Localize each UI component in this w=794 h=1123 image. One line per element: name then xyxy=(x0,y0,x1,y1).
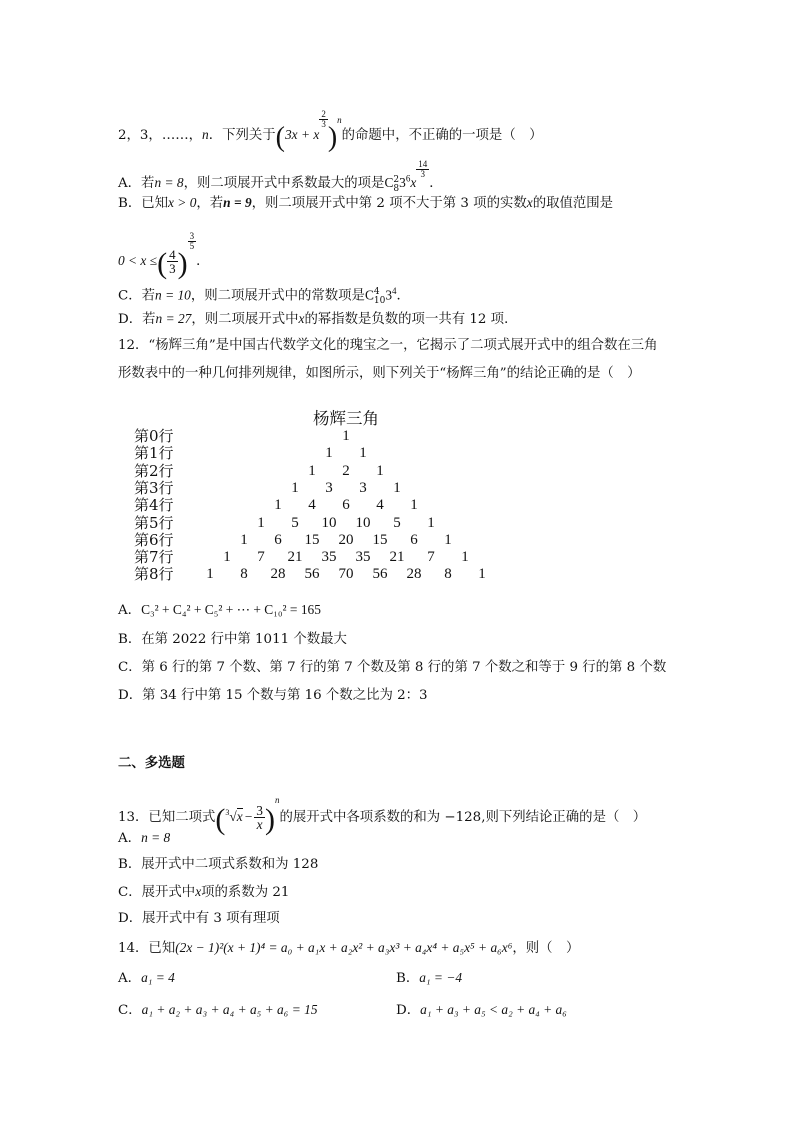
q13-root-index: 3 xyxy=(225,808,230,817)
triangle-number: 7 xyxy=(257,549,265,566)
q11-optC-end: ． xyxy=(396,288,410,304)
q13-optC-end: 项的系数为 21 xyxy=(201,885,290,900)
triangle-number: 1 xyxy=(206,566,214,583)
q14-option-b xyxy=(396,968,462,989)
triangle-number: 3 xyxy=(359,479,367,496)
q12-optA-expr: C₃² + C₄² + C₅² + ⋯ + C₁₀² = 165 xyxy=(141,602,321,617)
q13-frac xyxy=(254,804,265,831)
q12-optA-pre: A． xyxy=(118,603,142,618)
triangle-number: 1 xyxy=(325,445,333,462)
q14-optC-expr: a₁ + a₂ + a₃ + a₄ + a₅ + a₆ = 15 xyxy=(141,1002,318,1017)
q11-paren-open: ( xyxy=(275,122,285,153)
triangle-number: 6 xyxy=(274,531,282,548)
q11-optB-num: 4 xyxy=(169,247,176,262)
q12-stem-line1: 12．“杨辉三角”是中国古代数学文化的瑰宝之一，它揭示了二项式展开式中的组合数在三角 xyxy=(118,338,658,353)
triangle-row-label: 第7行 xyxy=(134,548,174,567)
triangle-number: 1 xyxy=(308,462,316,479)
q11-optC-rest: 3 xyxy=(385,287,393,303)
q11-stem xyxy=(118,109,543,153)
q14-pre: 14．已知 xyxy=(118,941,176,956)
triangle-number: 5 xyxy=(291,514,299,531)
q11-optC-pre: C．若 xyxy=(118,288,156,304)
q14-option-c xyxy=(118,1000,318,1021)
triangle-number: 2 xyxy=(342,462,350,479)
q11-optC-mid: ，则二项展开式中的常数项是 xyxy=(190,288,365,304)
q14-optA-expr: a₁ = 4 xyxy=(141,970,175,985)
q11-optC-C-scripts xyxy=(374,288,385,306)
q11-optA-end: ． xyxy=(429,176,443,191)
triangle-number: 1 xyxy=(410,497,418,514)
q11-option-b xyxy=(118,193,613,214)
q11-optA-sup: 2 xyxy=(393,175,400,185)
triangle-row-label: 第4行 xyxy=(134,496,174,515)
q11-optD-x: x xyxy=(298,311,305,326)
triangle-number: 15 xyxy=(372,531,388,548)
q13-paren-open: ( xyxy=(215,803,226,836)
q11-optB-cond2: n = 9 xyxy=(223,195,252,210)
q11-exp-frac xyxy=(319,110,328,129)
q11-optD-mid: ，则二项展开式中 xyxy=(191,312,299,327)
q12-option-c: C．第 6 行的第 7 个数、第 7 行的第 7 个数及第 8 行的第 7 个数之和等于 9 行的第 8 个数 xyxy=(118,660,667,675)
q11-optA-pre: A．若 xyxy=(118,176,155,191)
triangle-row-label: 第3行 xyxy=(134,478,174,497)
q13-optA-expr: n = 8 xyxy=(141,830,171,845)
q13-pre: 13．已知二项式 xyxy=(118,810,216,825)
triangle-number: 56 xyxy=(372,566,388,583)
q11-option-b-range xyxy=(118,231,210,280)
q11-optB-paren-close: ) xyxy=(177,247,188,280)
triangle-number: 15 xyxy=(304,531,320,548)
q11-optB-frac xyxy=(167,248,178,275)
q13-option-a xyxy=(118,828,170,849)
q11-optC-sub: 10 xyxy=(373,296,386,307)
q11-optA-xexp xyxy=(416,160,429,179)
q11-optA-rest-sup: 6 xyxy=(405,173,411,184)
triangle-number: 1 xyxy=(376,462,384,479)
triangle-number: 1 xyxy=(223,549,231,566)
q11-optA-mid: ，则二项展开式中系数最大的项是 xyxy=(183,176,385,191)
triangle-title: 杨辉三角 xyxy=(313,409,379,428)
triangle-row-label: 第1行 xyxy=(134,444,174,463)
triangle-number: 1 xyxy=(359,445,367,462)
q11-optB-exp xyxy=(188,232,197,251)
q11-exp-den: 3 xyxy=(321,119,326,129)
q11-optB-pre: B．已知 xyxy=(118,196,169,211)
triangle-row-label: 第8行 xyxy=(134,565,174,584)
q11-optA-C: C xyxy=(384,175,394,190)
q12-stem-line2: 形数表中的一种几何排列规律，如图所示，则下列关于“杨辉三角”的结论正确的是（ ） xyxy=(118,366,641,381)
q14-option-a xyxy=(118,968,175,989)
q14-post: ，则（ ） xyxy=(512,941,580,956)
q11-optD-cond: n = 27 xyxy=(155,311,192,326)
triangle-number: 35 xyxy=(355,549,371,566)
q12-option-b: B．在第 2022 行中第 1011 个数最大 xyxy=(118,632,347,647)
triangle-row-label: 第0行 xyxy=(134,427,174,445)
q11-expr: 3x + x xyxy=(284,127,320,142)
triangle-number: 6 xyxy=(410,531,418,548)
q11-option-d xyxy=(118,309,517,330)
triangle-number: 20 xyxy=(338,531,354,548)
q11-optD-end: 的幂指数是负数的项一共有 12 项． xyxy=(304,312,518,327)
q13-optA-pre: A． xyxy=(118,831,142,846)
q14-stem xyxy=(118,938,579,959)
q11-optC-C: C xyxy=(364,287,374,303)
triangle-number: 28 xyxy=(406,566,422,583)
triangle-number: 8 xyxy=(240,566,248,583)
q11-optB-mid2: ，则二项展开式中第 2 项不大于第 3 项的实数 xyxy=(251,196,527,211)
q11-optB-den: 3 xyxy=(169,261,176,276)
q11-post: 的命题中，不正确的一项是（ ） xyxy=(341,128,543,143)
q11-option-c xyxy=(118,281,410,306)
triangle-row-label: 第6行 xyxy=(134,530,174,549)
triangle-number: 5 xyxy=(393,514,401,531)
q11-optC-sup: 4 xyxy=(373,287,380,298)
q11-optB-cond1: x > 0 xyxy=(168,195,197,210)
q11-optB-range: 0 < x ≤ xyxy=(118,253,158,268)
triangle-number: 1 xyxy=(240,531,248,548)
q14-optD-expr: a₁ + a₃ + a₅ < a₂ + a₄ + a₆ xyxy=(420,1002,567,1017)
q14-optD-pre: D． xyxy=(396,1003,421,1018)
q13-option-b: B．展开式中二项式系数和为 128 xyxy=(118,857,319,872)
triangle-number: 70 xyxy=(338,566,354,583)
q11-optB-mid1: ，若 xyxy=(196,196,224,211)
q11-optA-xexp-den: 3 xyxy=(420,169,426,179)
q13-optC-pre: C．展开式中 xyxy=(118,885,196,900)
q11-optC-rest-sup: 4 xyxy=(392,286,397,296)
q11-optA-xexp-num: 14 xyxy=(418,159,428,169)
q12-option-a xyxy=(118,600,321,621)
q11-optB-x: x xyxy=(526,195,533,210)
q14-optB-pre: B． xyxy=(396,971,420,986)
q13-root-sign: √ xyxy=(229,809,237,824)
q11-optB-end: 的取值范围是 xyxy=(532,196,614,211)
triangle-number: 7 xyxy=(427,549,435,566)
triangle-number: 1 xyxy=(461,549,469,566)
q13-minus: − xyxy=(244,809,253,824)
q14-optA-pre: A． xyxy=(118,971,142,986)
q11-optB-paren-open: ( xyxy=(157,247,168,280)
q11-n: n xyxy=(202,127,209,142)
q13-num: 3 xyxy=(256,803,263,818)
q14-optB-expr: a₁ = −4 xyxy=(419,970,463,985)
triangle-number: 1 xyxy=(257,514,265,531)
q13-paren-close: ) xyxy=(264,803,275,836)
q11-optB-range-end: ． xyxy=(196,254,210,269)
section-heading-multi-choice: 二、多选题 xyxy=(118,755,185,771)
q13-root-x: x xyxy=(236,809,243,824)
q11-lead: 2，3，……， xyxy=(118,128,202,143)
triangle-number: 21 xyxy=(389,549,405,566)
q13-optC-x: x xyxy=(195,884,202,899)
triangle-number: 1 xyxy=(393,479,401,496)
triangle-row-label: 第5行 xyxy=(134,513,174,532)
q13-option-d: D．展开式中有 3 项有理项 xyxy=(118,911,280,926)
triangle-row-label: 第2行 xyxy=(134,461,174,480)
triangle-number: 10 xyxy=(355,514,371,531)
q13-outer-exp: n xyxy=(274,795,280,805)
q14-option-d xyxy=(396,1000,567,1021)
q11-optC-cond: n = 10 xyxy=(155,287,191,303)
triangle-number: 28 xyxy=(270,566,286,583)
q11-exp-num: 2 xyxy=(321,109,326,119)
q11-optA-rest: 3 xyxy=(399,175,406,190)
triangle-number: 1 xyxy=(291,479,299,496)
triangle-number: 4 xyxy=(308,497,316,514)
q11-optB-exp-num: 3 xyxy=(189,231,195,241)
triangle-number: 8 xyxy=(444,566,452,583)
q13-option-c xyxy=(118,882,289,903)
q11-paren-close: ) xyxy=(327,122,338,153)
q14-expr: (2x − 1)²(x + 1)⁴ = a₀ + a₁x + a₂x² + a₃x³ + a₄x⁴ + a₅x⁵ + a₆x⁶ xyxy=(175,940,513,955)
q12-option-d: D．第 34 行中第 15 个数与第 16 个数之比为 2：3 xyxy=(118,688,428,703)
triangle-number: 1 xyxy=(342,428,350,444)
q11-option-a xyxy=(118,160,443,194)
q14-optC-pre: C． xyxy=(118,1003,142,1018)
triangle-number: 56 xyxy=(304,566,320,583)
triangle-number: 10 xyxy=(321,514,337,531)
triangle-number: 1 xyxy=(427,514,435,531)
triangle-number: 35 xyxy=(321,549,337,566)
q13-den: x xyxy=(256,817,263,832)
triangle-number: 1 xyxy=(478,566,486,583)
q11-optA-x: x xyxy=(410,175,417,190)
q11-pre: ．下列关于 xyxy=(208,128,276,143)
q13-stem xyxy=(118,790,647,836)
triangle-number: 4 xyxy=(376,497,384,514)
q11-optA-cond: n = 8 xyxy=(154,175,184,190)
q11-optD-pre: D．若 xyxy=(118,312,156,327)
triangle-number: 1 xyxy=(274,497,282,514)
q11-optA-sub: 8 xyxy=(393,184,400,194)
triangle-number: 3 xyxy=(325,479,333,496)
triangle-number: 1 xyxy=(444,531,452,548)
triangle-number: 21 xyxy=(287,549,303,566)
triangle-number: 6 xyxy=(342,497,350,514)
q11-optB-exp-den: 5 xyxy=(189,241,195,251)
q13-post: 的展开式中各项系数的和为 −128,则下列结论正确的是（ ） xyxy=(279,810,647,825)
q11-outer-exp: n xyxy=(337,115,342,125)
